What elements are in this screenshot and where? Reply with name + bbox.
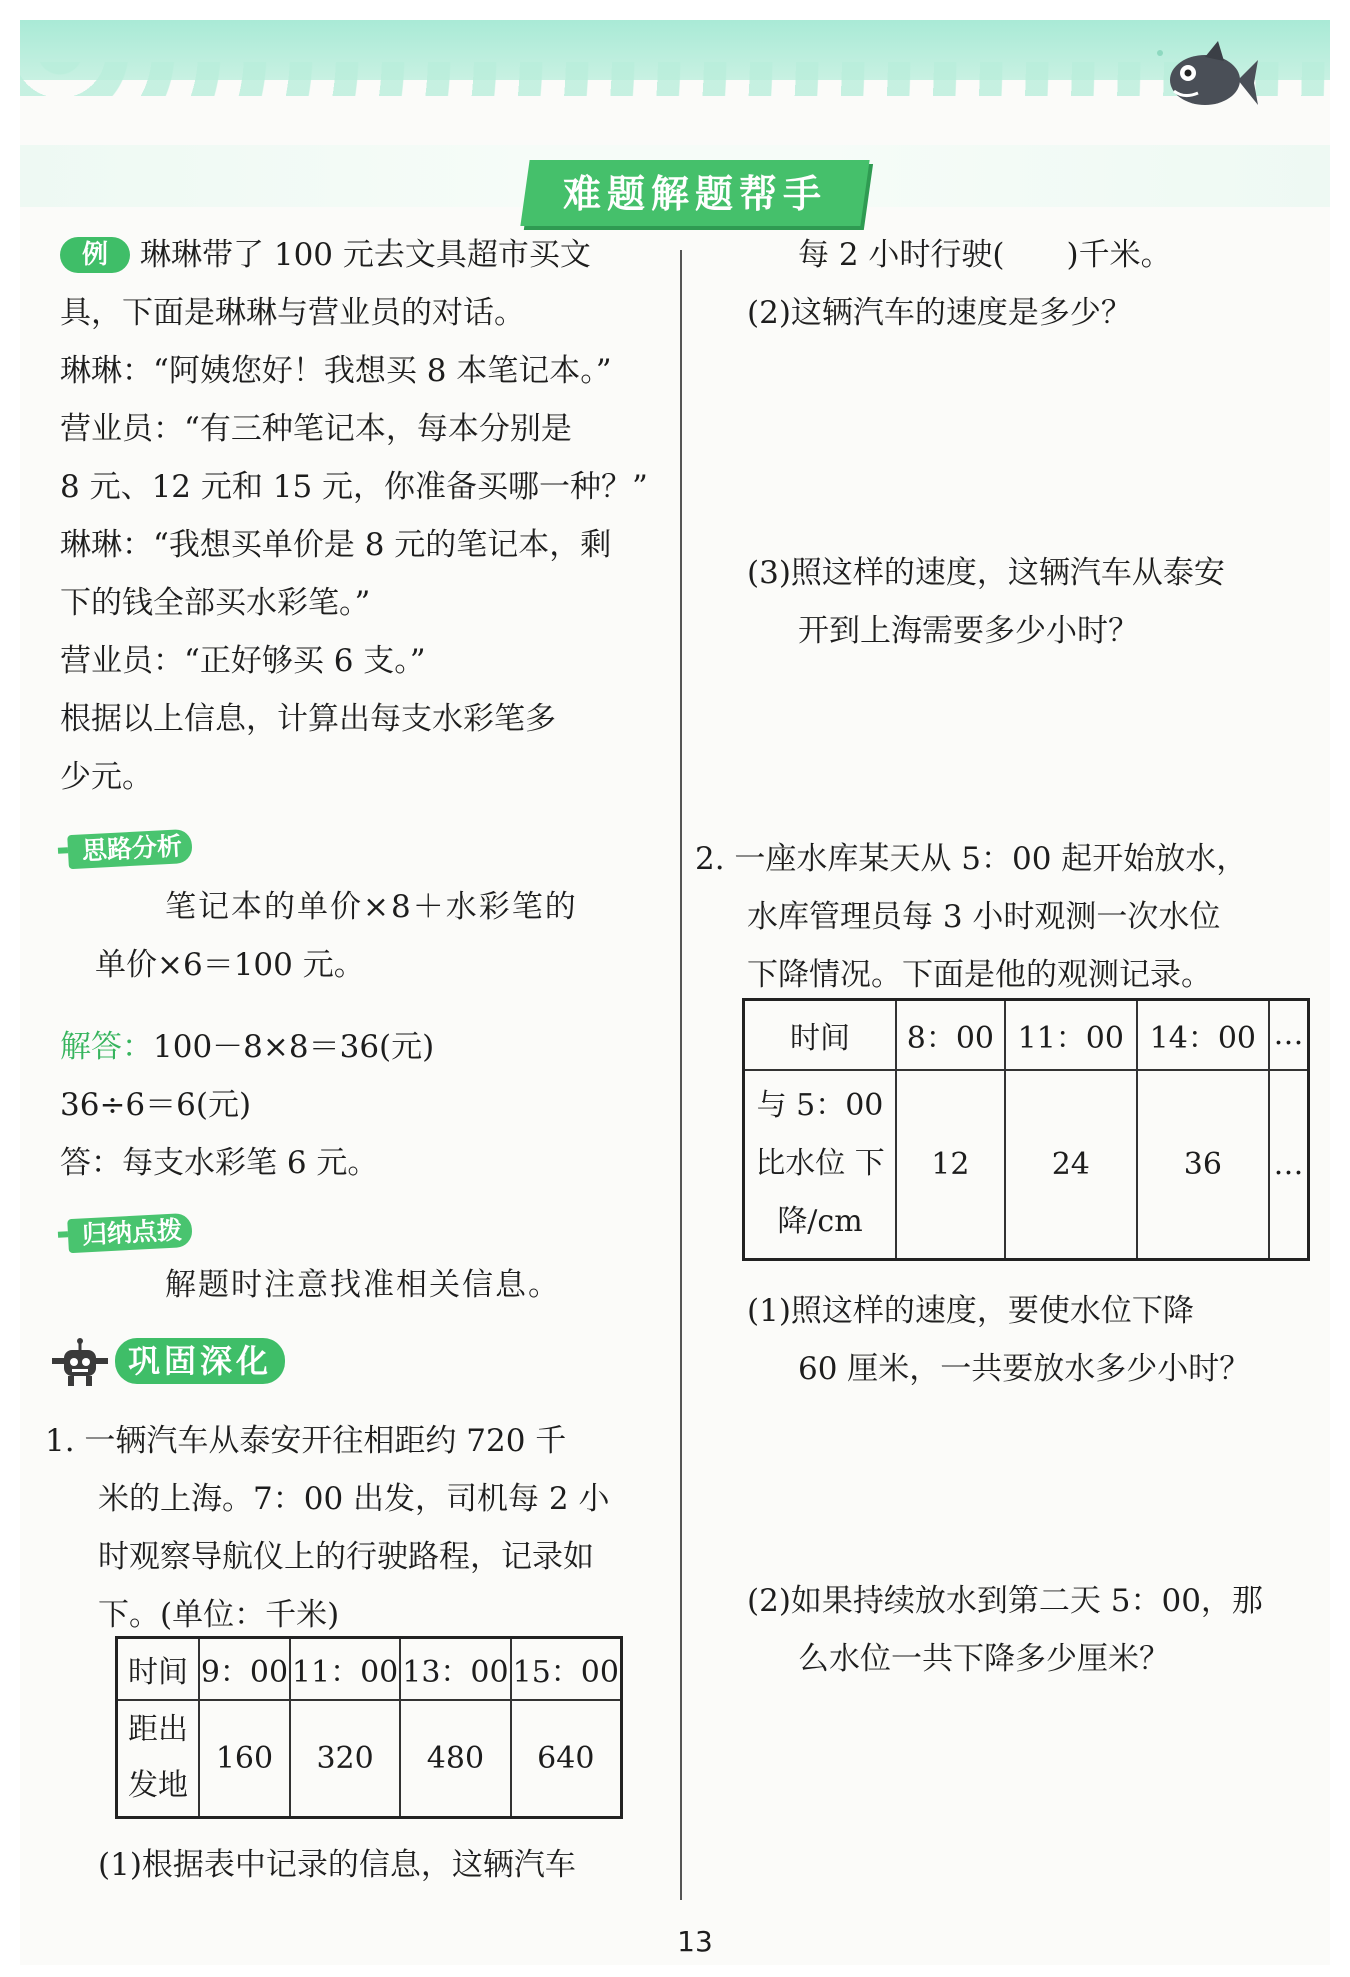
q2-table-time-2: 11：00 [1005, 1000, 1137, 1070]
header-wave [20, 62, 1330, 96]
column-divider [680, 250, 682, 1900]
analysis-line-1: 笔记本的单价×8＋水彩笔的 [165, 889, 578, 925]
q2-table-drop-4: … [1269, 1070, 1309, 1260]
q1-table-header-distance: 距出发地 [117, 1700, 200, 1818]
example-line-6: 琳琳：“我想买单价是 8 元的笔记本，剩 [60, 527, 612, 563]
example-line-10: 少元。 [60, 759, 153, 795]
example-tag: 例 [60, 237, 130, 273]
q2-sub1-line-1: (1)照这样的速度，要使水位下降 [747, 1293, 1194, 1329]
q1-line-2: 米的上海。7：00 出发，司机每 2 小 [98, 1481, 610, 1517]
q2-table-time-1: 8：00 [896, 1000, 1005, 1070]
q2-table-drop-1: 12 [896, 1070, 1005, 1260]
page-number: 13 [677, 1925, 713, 1958]
robot-icon [50, 1338, 110, 1388]
q1-line-3: 时观察导航仪上的行驶路程，记录如 [98, 1539, 594, 1575]
q1-table-header-time: 时间 [117, 1638, 200, 1700]
section-title: 巩固深化 [115, 1338, 285, 1384]
q2-table-time-4: … [1269, 1000, 1309, 1070]
example-line-3: 琳琳：“阿姨您好！我想买 8 本笔记本。” [60, 353, 612, 389]
q1-table-distance-3: 480 [400, 1700, 510, 1818]
q1-table-time-3: 13：00 [400, 1638, 510, 1700]
example-line-9: 根据以上信息，计算出每支水彩笔多 [60, 701, 556, 737]
example-line-7: 下的钱全部买水彩笔。” [60, 585, 371, 621]
example-line-1: 琳琳带了 100 元去文具超市买文 [140, 237, 591, 273]
solution-answer: 答：每支水彩笔 6 元。 [60, 1145, 379, 1181]
q2-line-3: 下降情况。下面是他的观测记录。 [747, 957, 1212, 993]
q1-line-1: 1. 一辆汽车从泰安开往相距约 720 千 [45, 1423, 567, 1459]
q2-table-header-drop: 与 5：00 比水位 下降/cm [744, 1070, 897, 1260]
q1-table-time-2: 11：00 [290, 1638, 400, 1700]
summary-line: 解题时注意找准相关信息。 [165, 1267, 561, 1303]
q1-sub3-line-2: 开到上海需要多少小时？ [798, 613, 1139, 649]
q2-table [742, 998, 1310, 1261]
q2-line-2: 水库管理员每 3 小时观测一次水位 [747, 899, 1221, 935]
page [20, 20, 1330, 1965]
solution-line-1 [60, 1018, 434, 1076]
solution-line-2: 36÷6＝6(元) [60, 1087, 252, 1123]
q1-table-time-4: 15：00 [511, 1638, 622, 1700]
q1-table-distance-2: 320 [290, 1700, 400, 1818]
q1-sub2: (2)这辆汽车的速度是多少？ [747, 295, 1132, 331]
summary-tag: 归纳点拨 [67, 1213, 193, 1253]
q2-line-1: 2. 一座水库某天从 5：00 起开始放水， [695, 841, 1248, 877]
q1-table-time-1: 9：00 [199, 1638, 290, 1700]
q1-line-4: 下。(单位：千米) [98, 1597, 340, 1633]
banner-title: 难题解题帮手 [562, 172, 827, 216]
q1-sub1: (1)根据表中记录的信息，这辆汽车 [98, 1847, 576, 1883]
solution-step-1: 100－8×8＝36(元) [153, 1029, 435, 1065]
example-line-2: 具，下面是琳琳与营业员的对话。 [60, 295, 525, 331]
q1-table-distance-1: 160 [199, 1700, 290, 1818]
q2-table-time-3: 14：00 [1137, 1000, 1269, 1070]
q2-sub1-line-2: 60 厘米，一共要放水多少小时？ [798, 1351, 1251, 1387]
example-line-5: 8 元、12 元和 15 元，你准备买哪一种？” [60, 469, 648, 505]
solution-label: 解答： [60, 1029, 153, 1065]
example-line-8: 营业员：“正好够买 6 支。” [60, 643, 426, 679]
analysis-tag: 思路分析 [67, 829, 193, 869]
fish-icon [1150, 35, 1260, 125]
q2-table-header-time: 时间 [744, 1000, 897, 1070]
q2-sub2-line-2: 么水位一共下降多少厘米？ [798, 1641, 1170, 1677]
q2-table-drop-2: 24 [1005, 1070, 1137, 1260]
q2-sub2-line-1: (2)如果持续放水到第二天 5：00，那 [747, 1583, 1263, 1619]
q2-table-drop-3: 36 [1137, 1070, 1269, 1260]
q1-table [115, 1636, 623, 1819]
example-line-4: 营业员：“有三种笔记本，每本分别是 [60, 411, 572, 447]
q1-sub1-continued: 每 2 小时行驶( )千米。 [798, 237, 1172, 273]
q1-sub3-line-1: (3)照这样的速度，这辆汽车从泰安 [747, 555, 1225, 591]
q1-table-distance-4: 640 [511, 1700, 622, 1818]
analysis-line-2: 单价×6＝100 元。 [95, 947, 365, 983]
